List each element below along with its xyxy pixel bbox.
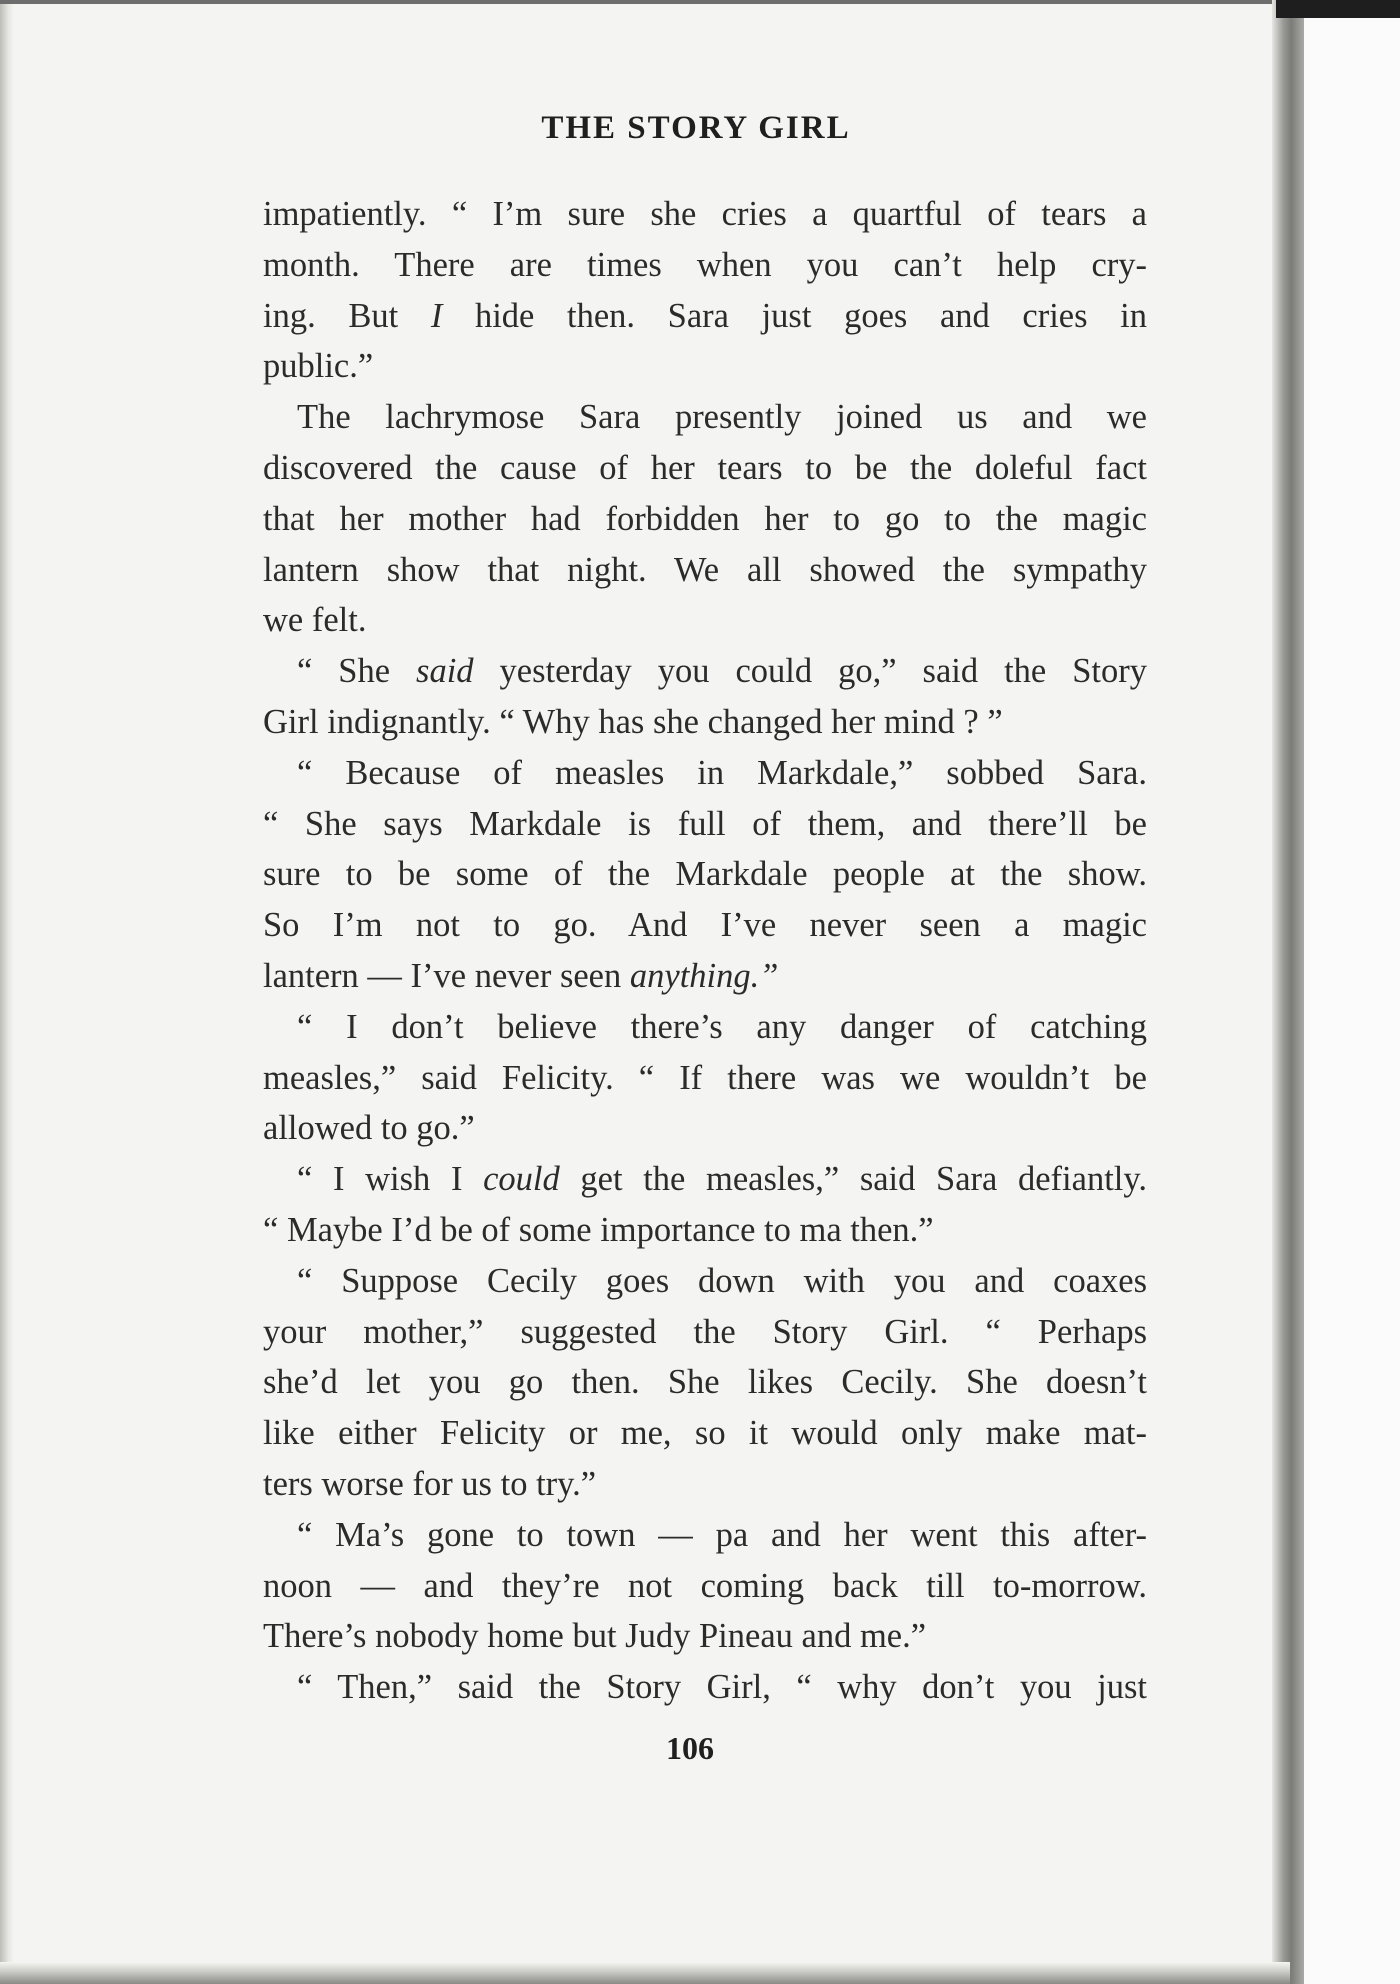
text-run: “ Because of measles in Markdale,” sobbed Sara.: [297, 753, 1147, 792]
text-line: [263, 748, 1147, 799]
text-line: [263, 1307, 1147, 1358]
text-run: impatiently. “ I’m sure she cries a quartful of tears a: [263, 195, 1147, 233]
text-line: [263, 849, 1147, 900]
text-line: [263, 1357, 1147, 1408]
text-run: she’d let you go then. She likes Cecily. She doesn’t: [263, 1363, 1147, 1402]
page-bottom-edge: [0, 1962, 1290, 1984]
text-run: “ I wish I: [297, 1160, 484, 1199]
text-line: [263, 1408, 1147, 1459]
text-line: [263, 1154, 1147, 1205]
text-line: [263, 443, 1147, 494]
text-line: [263, 1002, 1147, 1053]
text-run: your mother,” suggested the Story Girl. “ Perhaps: [263, 1312, 1147, 1351]
text-line: [263, 646, 1147, 697]
text-run: “ I don’t believe there’s any danger of catching: [297, 1007, 1147, 1046]
italic-emphasis: I: [430, 296, 443, 335]
italic-emphasis: said: [416, 652, 474, 691]
page-number: [0, 1730, 1400, 1767]
text-line: [263, 291, 1147, 342]
text-run: allowed to go.”: [263, 1109, 475, 1148]
text-line: [263, 697, 1147, 748]
text-line: [263, 392, 1147, 443]
text-line: [263, 1459, 1147, 1510]
text-run: that her mother had forbidden her to go to the magic: [263, 499, 1147, 538]
text-run: month. There are times when you can’t help cry-: [263, 245, 1147, 284]
text-run: ing. But: [263, 296, 431, 335]
text-run: “ Maybe I’d be of some importance to ma then.”: [263, 1210, 934, 1249]
page-top-edge: [0, 0, 1290, 4]
text-line: [263, 1053, 1147, 1104]
text-line: [263, 1256, 1147, 1307]
text-run: Girl indignantly. “ Why has she changed her mind ? ”: [263, 702, 1003, 741]
text-run: public.”: [263, 347, 374, 386]
text-run: discovered the cause of her tears to be the doleful fact: [263, 448, 1147, 487]
text-run: sure to be some of the Markdale people at the show.: [263, 855, 1147, 894]
italic-emphasis: anything.”: [629, 956, 779, 995]
body-text: [263, 189, 1147, 1713]
text-line: [263, 189, 1147, 240]
text-run: So I’m not to go. And I’ve never seen a magic: [263, 906, 1147, 945]
facing-page-margin: [1304, 18, 1400, 1984]
text-run: “ She: [297, 652, 417, 691]
text-line: [263, 1205, 1147, 1256]
text-line: [263, 799, 1147, 850]
text-run: noon — and they’re not coming back till to-morrow.: [263, 1566, 1147, 1605]
text-line: [263, 900, 1147, 951]
text-run: There’s nobody home but Judy Pineau and me.”: [263, 1617, 927, 1656]
text-line: [263, 1611, 1147, 1662]
text-run: The lachrymose Sara presently joined us and we: [297, 398, 1147, 437]
text-run: lantern show that night. We all showed the sympathy: [263, 550, 1147, 589]
text-line: [263, 545, 1147, 596]
italic-emphasis: could: [483, 1160, 560, 1199]
text-line: [263, 240, 1147, 291]
text-run: “ Ma’s gone to town — pa and her went this after-: [297, 1515, 1147, 1554]
book-spine-edge: [1272, 0, 1304, 1984]
text-run: yesterday you could go,” said the Story: [473, 652, 1147, 691]
text-line: [263, 1510, 1147, 1561]
text-line: [263, 1103, 1147, 1154]
running-title-text: THE STORY GIRL: [541, 110, 851, 146]
text-run: “ Suppose Cecily goes down with you and coaxes: [297, 1261, 1147, 1300]
text-run: “ She says Markdale is full of them, and there’ll be: [263, 804, 1147, 843]
text-line: [263, 1662, 1147, 1713]
text-line: [263, 494, 1147, 545]
text-line: [263, 595, 1147, 646]
text-run: hide then. Sara just goes and cries in: [442, 296, 1147, 335]
text-run: we felt.: [263, 601, 367, 640]
cover-edge: [1276, 0, 1400, 18]
running-title: [0, 110, 1400, 147]
text-line: [263, 341, 1147, 392]
page-number-text: 106: [666, 1730, 714, 1766]
text-run: lantern — I’ve never seen: [263, 956, 630, 995]
text-run: “ Then,” said the Story Girl, “ why don’t you just: [297, 1668, 1147, 1707]
text-run: like either Felicity or me, so it would only make mat-: [263, 1414, 1147, 1453]
text-line: [263, 951, 1147, 1002]
binding-gutter: [0, 0, 14, 1984]
text-run: get the measles,” said Sara defiantly.: [559, 1160, 1148, 1199]
text-line: [263, 1561, 1147, 1612]
text-run: measles,” said Felicity. “ If there was we wouldn’t be: [263, 1058, 1147, 1097]
text-run: ters worse for us to try.”: [263, 1464, 597, 1503]
